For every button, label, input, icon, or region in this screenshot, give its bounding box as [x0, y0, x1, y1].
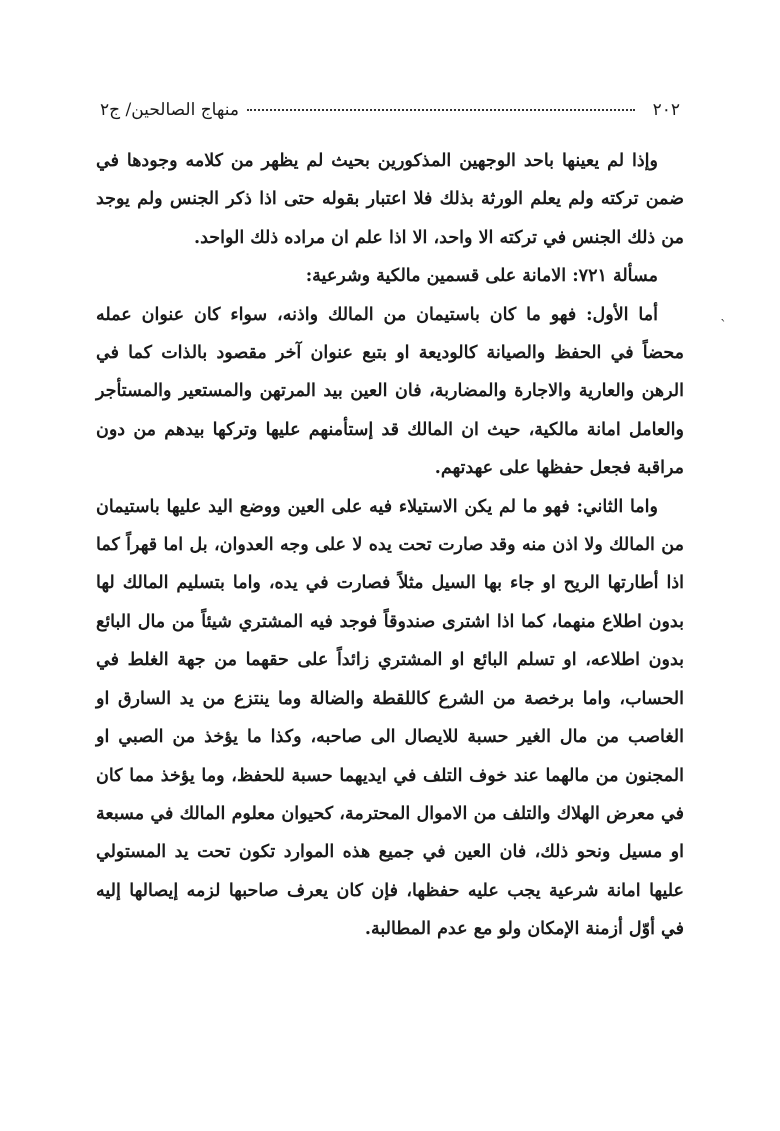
- page-header: [100, 95, 680, 125]
- margin-mark: ˋ: [720, 318, 727, 334]
- paragraph-first-type: أما الأول: فهو ما كان باستيمان من المالك واذنه، سواء كان عنوان عمله محضاً في الحفظ والصيانة كالوديعة او بتبع عنوان آخر مقصود بالذات كما في الرهن والعارية والاجارة والمضاربة، فان العين بيد المرتهن والمستعير والمستأجر والعامل امانة مالكية، حيث ان المالك قد إستأمنهم عليها وتركها بيدهم من دون مراقبة فجعل حفظها على عهدتهم.: [96, 304, 684, 479]
- paragraph-mas-ala-721: مسألة ٧٢١: الامانة على قسمين مالكية وشرعية:: [305, 266, 658, 287]
- body-text: [96, 142, 684, 949]
- paragraph-second-type: واما الثاني: فهو ما لم يكن الاستيلاء فيه على العين ووضع اليد عليها باستيمان من المالك ولا اذن منه وقد صارت تحت يده لا على وجه العدوان، بل اما قهراً كما اذا أطارتها الريح او جاء بها السيل مثلاً فصارت في يده، واما بتسليم المالك لها بدون اطلاع منهما، كما اذا اشترى صندوقاً فوجد فيه المشتري شيئاً من مال البائع بدون اطلاعه، او تسلم البائع او المشتري زائداً على حقهما من جهة الغلط في الحساب، واما برخصة من الشرع كاللقطة والضالة وما ينتزع من يد السارق او الغاصب من مال الغير حسبة للايصال الى صاحبه، وكذا ما يؤخذ من الصبي او المجنون من مالهما عند خوف التلف في ايديهما حسبة للحفظ، وما يؤخذ مما كان في معرض الهلاك والتلف من الاموال المحترمة، كحيوان معلوم المالك في مسبعة او مسيل ونحو ذلك، فان العين في جميع هذه الموارد تكون تحت يد المستولي عليها امانة شرعية يجب عليه حفظها، فإن كان يعرف صاحبها لزمه إيصالها إليه في أوّل أزمنة الإمكان ولو مع عدم المطالبة.: [96, 496, 684, 940]
- page-number: ٢٠٢: [652, 100, 680, 120]
- paragraph-continuation: وإذا لم يعينها باحد الوجهين المذكورين بحيث لم يظهر من كلامه وجودها في ضمن تركته ولم يعلم الورثة بذلك فلا اعتبار بقوله حتى اذا ذكر الجنس ولم يوجد من ذلك الجنس في تركته الا واحد، الا اذا علم ان مراده ذلك الواحد.: [96, 151, 684, 248]
- header-dot-leader: [247, 109, 635, 111]
- running-title: منهاج الصالحين/ ج٢: [100, 100, 239, 120]
